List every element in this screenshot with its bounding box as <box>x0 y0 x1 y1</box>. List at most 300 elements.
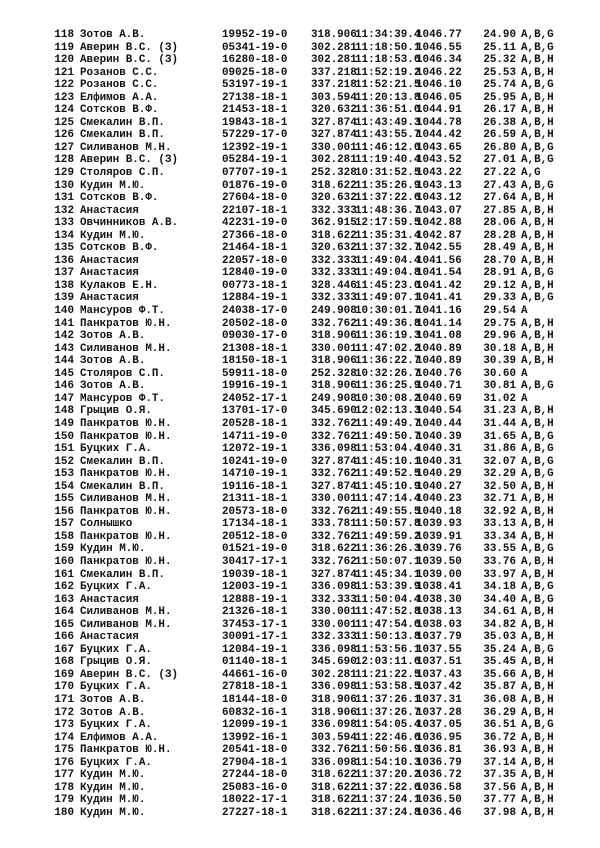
distance-value: 337.218 <box>311 66 357 79</box>
row-number: 132 <box>54 204 74 217</box>
distance-value: 303.594 <box>311 91 357 104</box>
speed-value: 1040.76 <box>416 367 462 380</box>
ring-code: 12099-19-1 <box>222 719 288 732</box>
coefficient-value: 33.97 <box>483 568 516 581</box>
participant-name: Смекалин В.П. <box>80 480 165 493</box>
coefficient-value: 31.23 <box>483 405 516 418</box>
row-number: 164 <box>54 606 74 619</box>
category-tags: A,B,G <box>521 267 554 280</box>
category-tags: A,B,H <box>521 342 554 355</box>
coefficient-value: 25.11 <box>483 41 516 54</box>
participant-name: Сотсков В.Ф. <box>80 104 159 117</box>
participant-name: Кудин М.Ю. <box>80 179 146 192</box>
arrival-time: 11:37:22.6 <box>355 192 421 205</box>
arrival-time: 11:36:26.3 <box>355 543 421 556</box>
row-number: 122 <box>54 79 74 92</box>
arrival-time: 11:47:14.4 <box>355 493 421 506</box>
table-row <box>52 418 592 431</box>
arrival-time: 10:30:01.7 <box>355 305 421 318</box>
category-tags: A <box>521 305 528 318</box>
category-tags: A,B,H <box>521 668 554 681</box>
participant-name: Кудин М.Ю. <box>80 769 146 782</box>
speed-value: 1036.79 <box>416 756 462 769</box>
table-row <box>52 142 592 155</box>
ring-code: 30417-17-1 <box>222 555 288 568</box>
ring-code: 07707-19-1 <box>222 167 288 180</box>
ring-code: 18150-18-1 <box>222 355 288 368</box>
category-tags: A,B,H <box>521 631 554 644</box>
ring-code: 17134-18-1 <box>222 518 288 531</box>
coefficient-value: 27.85 <box>483 204 516 217</box>
arrival-time: 11:54:10.3 <box>355 756 421 769</box>
arrival-time: 11:49:07.1 <box>355 292 421 305</box>
coefficient-value: 27.22 <box>483 167 516 180</box>
distance-value: 332.333 <box>311 267 357 280</box>
distance-value: 336.098 <box>311 643 357 656</box>
arrival-time: 11:49:50.7 <box>355 430 421 443</box>
arrival-time: 11:49:49.7 <box>355 417 421 430</box>
speed-value: 1044.42 <box>416 129 462 142</box>
ring-code: 01140-18-1 <box>222 656 288 669</box>
speed-value: 1043.22 <box>416 167 462 180</box>
row-number: 121 <box>54 66 74 79</box>
row-number: 148 <box>54 405 74 418</box>
distance-value: 318.906 <box>311 330 357 343</box>
speed-value: 1040.44 <box>416 417 462 430</box>
participant-name: Буцких Г.А. <box>80 719 152 732</box>
speed-value: 1041.16 <box>416 305 462 318</box>
table-row <box>52 694 592 707</box>
speed-value: 1037.51 <box>416 656 462 669</box>
row-number: 165 <box>54 618 74 631</box>
speed-value: 1042.88 <box>416 217 462 230</box>
table-row <box>52 343 592 356</box>
ring-code: 12840-19-0 <box>222 267 288 280</box>
arrival-time: 11:21:22.5 <box>355 668 421 681</box>
table-row <box>52 104 592 117</box>
coefficient-value: 35.66 <box>483 668 516 681</box>
distance-value: 252.328 <box>311 367 357 380</box>
distance-value: 337.218 <box>311 79 357 92</box>
category-tags: A,B,G <box>521 643 554 656</box>
row-number: 177 <box>54 769 74 782</box>
row-number: 139 <box>54 292 74 305</box>
participant-name: Солнышко <box>80 518 133 531</box>
speed-value: 1037.43 <box>416 668 462 681</box>
row-number: 126 <box>54 129 74 142</box>
ring-code: 09025-18-0 <box>222 66 288 79</box>
distance-value: 318.906 <box>311 693 357 706</box>
ring-code: 20541-18-0 <box>222 744 288 757</box>
ring-code: 19916-19-1 <box>222 380 288 393</box>
category-tags: A,B,H <box>521 192 554 205</box>
distance-value: 336.098 <box>311 443 357 456</box>
table-row <box>52 217 592 230</box>
participant-name: Аверин В.С. (З) <box>80 668 179 681</box>
coefficient-value: 28.91 <box>483 267 516 280</box>
table-row <box>52 518 592 531</box>
row-number: 135 <box>54 242 74 255</box>
participant-name: Панкратов Ю.Н. <box>80 317 172 330</box>
category-tags: A,B,H <box>521 518 554 531</box>
participant-name: Овчинников А.В. <box>80 217 179 230</box>
table-row <box>52 154 592 167</box>
row-number: 174 <box>54 731 74 744</box>
coefficient-value: 32.50 <box>483 480 516 493</box>
ring-code: 60832-16-1 <box>222 706 288 719</box>
participant-name: Зотов А.В. <box>80 29 146 41</box>
ring-code: 27366-18-0 <box>222 229 288 242</box>
speed-value: 1037.42 <box>416 681 462 694</box>
speed-value: 1043.65 <box>416 141 462 154</box>
ring-code: 27138-18-1 <box>222 91 288 104</box>
coefficient-value: 29.12 <box>483 279 516 292</box>
distance-value: 327.874 <box>311 568 357 581</box>
arrival-time: 11:45:23.0 <box>355 279 421 292</box>
coefficient-value: 26.17 <box>483 104 516 117</box>
arrival-time: 11:37:24.8 <box>355 806 421 819</box>
speed-value: 1040.69 <box>416 392 462 405</box>
distance-value: 330.001 <box>311 342 357 355</box>
table-row <box>52 54 592 67</box>
category-tags: A,B,H <box>521 568 554 581</box>
speed-value: 1038.41 <box>416 581 462 594</box>
participant-name: Елфимов А.А. <box>80 731 159 744</box>
ring-code: 01876-19-0 <box>222 179 288 192</box>
category-tags: A,B,H <box>521 355 554 368</box>
distance-value: 302.281 <box>311 668 357 681</box>
arrival-time: 12:02:13.3 <box>355 405 421 418</box>
category-tags: A,B,G <box>521 29 554 41</box>
coefficient-value: 34.18 <box>483 581 516 594</box>
category-tags: A,B,H <box>521 317 554 330</box>
arrival-time: 11:18:50.1 <box>355 41 421 54</box>
distance-value: 320.632 <box>311 192 357 205</box>
participant-name: Панкратов Ю.Н. <box>80 468 172 481</box>
distance-value: 302.281 <box>311 41 357 54</box>
distance-value: 327.874 <box>311 480 357 493</box>
ring-code: 21326-18-1 <box>222 606 288 619</box>
participant-name: Елфимов А.А. <box>80 91 159 104</box>
distance-value: 318.906 <box>311 355 357 368</box>
row-number: 145 <box>54 367 74 380</box>
ring-code: 21464-18-1 <box>222 242 288 255</box>
table-row <box>52 719 592 732</box>
speed-value: 1039.91 <box>416 530 462 543</box>
arrival-time: 11:50:13.8 <box>355 631 421 644</box>
arrival-time: 10:30:08.2 <box>355 392 421 405</box>
row-number: 175 <box>54 744 74 757</box>
table-row <box>52 732 592 745</box>
table-row <box>52 443 592 456</box>
category-tags: A,B,G <box>521 380 554 393</box>
ring-code: 13701-17-0 <box>222 405 288 418</box>
participant-name: Панкратов Ю.Н. <box>80 530 172 543</box>
arrival-time: 11:34:39.4 <box>355 29 421 41</box>
row-number: 141 <box>54 317 74 330</box>
category-tags: A,B,H <box>521 242 554 255</box>
table-row <box>52 606 592 619</box>
arrival-time: 11:47:52.8 <box>355 606 421 619</box>
table-row <box>52 129 592 142</box>
participant-name: Буцких Г.А. <box>80 681 152 694</box>
row-number: 178 <box>54 781 74 794</box>
ring-code: 57229-17-0 <box>222 129 288 142</box>
table-row <box>52 644 592 657</box>
speed-value: 1038.13 <box>416 606 462 619</box>
participant-name: Буцких Г.А. <box>80 581 152 594</box>
arrival-time: 11:49:36.8 <box>355 317 421 330</box>
ring-code: 27818-18-1 <box>222 681 288 694</box>
row-number: 155 <box>54 493 74 506</box>
category-tags: A,B,H <box>521 781 554 794</box>
speed-value: 1036.95 <box>416 731 462 744</box>
ring-code: 20512-18-0 <box>222 530 288 543</box>
speed-value: 1040.54 <box>416 405 462 418</box>
coefficient-value: 31.02 <box>483 392 516 405</box>
row-number: 168 <box>54 656 74 669</box>
ring-code: 20573-18-0 <box>222 505 288 518</box>
speed-value: 1046.05 <box>416 91 462 104</box>
speed-value: 1041.14 <box>416 317 462 330</box>
category-tags: A,B,H <box>521 217 554 230</box>
row-number: 153 <box>54 468 74 481</box>
coefficient-value: 26.59 <box>483 129 516 142</box>
arrival-time: 11:35:26.9 <box>355 179 421 192</box>
distance-value: 333.781 <box>311 518 357 531</box>
distance-value: 345.690 <box>311 405 357 418</box>
speed-value: 1041.54 <box>416 267 462 280</box>
ring-code: 27604-18-0 <box>222 192 288 205</box>
speed-value: 1043.52 <box>416 154 462 167</box>
ring-code: 00773-18-1 <box>222 279 288 292</box>
category-tags: A,B,G <box>521 41 554 54</box>
row-number: 156 <box>54 505 74 518</box>
category-tags: A,B,G <box>521 79 554 92</box>
coefficient-value: 26.38 <box>483 116 516 129</box>
coefficient-value: 36.08 <box>483 693 516 706</box>
coefficient-value: 25.32 <box>483 54 516 67</box>
distance-value: 336.098 <box>311 719 357 732</box>
category-tags: A,B,H <box>521 66 554 79</box>
coefficient-value: 32.07 <box>483 455 516 468</box>
speed-value: 1046.10 <box>416 79 462 92</box>
table-row <box>52 669 592 682</box>
arrival-time: 11:45:10.9 <box>355 480 421 493</box>
coefficient-value: 29.75 <box>483 317 516 330</box>
participant-name: Кудин М.Ю. <box>80 806 146 819</box>
category-tags: A,B,H <box>521 405 554 418</box>
arrival-time: 11:37:26.1 <box>355 693 421 706</box>
category-tags: A,B,G <box>521 141 554 154</box>
participant-name: Грыцив О.Я. <box>80 405 152 418</box>
ring-code: 59911-18-0 <box>222 367 288 380</box>
table-row <box>52 631 592 644</box>
speed-value: 1046.77 <box>416 29 462 41</box>
ring-code: 30091-17-1 <box>222 631 288 644</box>
category-tags: A,B,H <box>521 731 554 744</box>
coefficient-value: 35.03 <box>483 631 516 644</box>
coefficient-value: 31.65 <box>483 430 516 443</box>
row-number: 171 <box>54 693 74 706</box>
row-number: 130 <box>54 179 74 192</box>
ring-code: 27904-18-1 <box>222 756 288 769</box>
row-number: 137 <box>54 267 74 280</box>
row-number: 142 <box>54 330 74 343</box>
speed-value: 1046.22 <box>416 66 462 79</box>
speed-value: 1037.05 <box>416 719 462 732</box>
distance-value: 330.001 <box>311 618 357 631</box>
speed-value: 1044.91 <box>416 104 462 117</box>
coefficient-value: 37.77 <box>483 794 516 807</box>
table-row <box>52 305 592 318</box>
distance-value: 303.594 <box>311 731 357 744</box>
ring-code: 42231-19-0 <box>222 217 288 230</box>
category-tags: A,B,G <box>521 443 554 456</box>
category-tags: A,B,H <box>521 555 554 568</box>
row-number: 134 <box>54 229 74 242</box>
participant-name: Аверин В.С. (З) <box>80 41 179 54</box>
category-tags: A,B,H <box>521 417 554 430</box>
participant-name: Грыцив О.Я. <box>80 656 152 669</box>
coefficient-value: 31.86 <box>483 443 516 456</box>
category-tags: A,B,H <box>521 116 554 129</box>
arrival-time: 11:48:36.7 <box>355 204 421 217</box>
row-number: 158 <box>54 530 74 543</box>
category-tags: A,B,H <box>521 744 554 757</box>
participant-name: Столяров С.П. <box>80 167 165 180</box>
ring-code: 12884-19-1 <box>222 292 288 305</box>
participant-name: Панкратов Ю.Н. <box>80 744 172 757</box>
table-row <box>52 481 592 494</box>
speed-value: 1041.41 <box>416 292 462 305</box>
arrival-time: 11:49:04.4 <box>355 254 421 267</box>
arrival-time: 11:49:04.8 <box>355 267 421 280</box>
coefficient-value: 36.51 <box>483 719 516 732</box>
distance-value: 330.001 <box>311 141 357 154</box>
table-row <box>52 456 592 469</box>
arrival-time: 11:45:34.1 <box>355 568 421 581</box>
participant-name: Панкратов Ю.Н. <box>80 555 172 568</box>
ring-code: 37453-17-1 <box>222 618 288 631</box>
coefficient-value: 27.01 <box>483 154 516 167</box>
arrival-time: 11:49:55.5 <box>355 505 421 518</box>
distance-value: 332.333 <box>311 254 357 267</box>
distance-value: 332.333 <box>311 631 357 644</box>
ring-code: 27227-18-1 <box>222 806 288 819</box>
table-row <box>52 255 592 268</box>
ring-code: 22107-18-1 <box>222 204 288 217</box>
ring-code: 20502-18-0 <box>222 317 288 330</box>
coefficient-value: 37.56 <box>483 781 516 794</box>
arrival-time: 11:36:51.0 <box>355 104 421 117</box>
category-tags: A,B,H <box>521 104 554 117</box>
participant-name: Кудин М.Ю. <box>80 781 146 794</box>
distance-value: 318.906 <box>311 29 357 41</box>
coefficient-value: 36.72 <box>483 731 516 744</box>
category-tags: A,B,G <box>521 179 554 192</box>
coefficient-value: 31.44 <box>483 417 516 430</box>
arrival-time: 11:50:04.4 <box>355 593 421 606</box>
results-table <box>52 29 592 819</box>
speed-value: 1042.87 <box>416 229 462 242</box>
coefficient-value: 37.35 <box>483 769 516 782</box>
table-row <box>52 744 592 757</box>
arrival-time: 11:35:31.4 <box>355 229 421 242</box>
row-number: 157 <box>54 518 74 531</box>
arrival-time: 11:53:58.5 <box>355 681 421 694</box>
coefficient-value: 30.81 <box>483 380 516 393</box>
distance-value: 320.632 <box>311 104 357 117</box>
distance-value: 318.622 <box>311 781 357 794</box>
category-tags: A,B,G <box>521 455 554 468</box>
arrival-time: 11:46:12.0 <box>355 141 421 154</box>
table-row <box>52 42 592 55</box>
coefficient-value: 32.92 <box>483 505 516 518</box>
distance-value: 336.098 <box>311 581 357 594</box>
participant-name: Аверин В.С. (З) <box>80 54 179 67</box>
ring-code: 10241-19-0 <box>222 455 288 468</box>
row-number: 166 <box>54 631 74 644</box>
coefficient-value: 28.28 <box>483 229 516 242</box>
ring-code: 14711-19-0 <box>222 430 288 443</box>
row-number: 152 <box>54 455 74 468</box>
ring-code: 12072-19-1 <box>222 443 288 456</box>
category-tags: A,B,G <box>521 543 554 556</box>
speed-value: 1037.28 <box>416 706 462 719</box>
category-tags: A,B,H <box>521 693 554 706</box>
row-number: 119 <box>54 41 74 54</box>
table-row <box>52 757 592 770</box>
table-row <box>52 205 592 218</box>
distance-value: 336.098 <box>311 756 357 769</box>
category-tags: A,B,H <box>521 330 554 343</box>
row-number: 170 <box>54 681 74 694</box>
participant-name: Буцких Г.А. <box>80 443 152 456</box>
speed-value: 1040.27 <box>416 480 462 493</box>
distance-value: 327.874 <box>311 129 357 142</box>
row-number: 144 <box>54 355 74 368</box>
distance-value: 252.328 <box>311 167 357 180</box>
speed-value: 1043.07 <box>416 204 462 217</box>
arrival-time: 11:37:20.2 <box>355 769 421 782</box>
category-tags: A,B,H <box>521 806 554 819</box>
participant-name: Розанов С.С. <box>80 79 159 92</box>
row-number: 162 <box>54 581 74 594</box>
arrival-time: 11:49:52.5 <box>355 468 421 481</box>
table-row <box>52 769 592 782</box>
coefficient-value: 24.90 <box>483 29 516 41</box>
coefficient-value: 34.82 <box>483 618 516 631</box>
distance-value: 332.762 <box>311 744 357 757</box>
arrival-time: 11:37:22.6 <box>355 781 421 794</box>
arrival-time: 11:50:57.8 <box>355 518 421 531</box>
table-row <box>52 330 592 343</box>
table-row <box>52 556 592 569</box>
distance-value: 318.622 <box>311 229 357 242</box>
arrival-time: 11:47:02.2 <box>355 342 421 355</box>
ring-code: 14710-19-1 <box>222 468 288 481</box>
coefficient-value: 30.39 <box>483 355 516 368</box>
coefficient-value: 28.06 <box>483 217 516 230</box>
distance-value: 332.333 <box>311 593 357 606</box>
category-tags: A,B,H <box>521 706 554 719</box>
participant-name: Зотов А.В. <box>80 693 146 706</box>
participant-name: Мансуров Ф.Т. <box>80 305 165 318</box>
participant-name: Розанов С.С. <box>80 66 159 79</box>
distance-value: 328.446 <box>311 279 357 292</box>
category-tags: A,B,G <box>521 468 554 481</box>
